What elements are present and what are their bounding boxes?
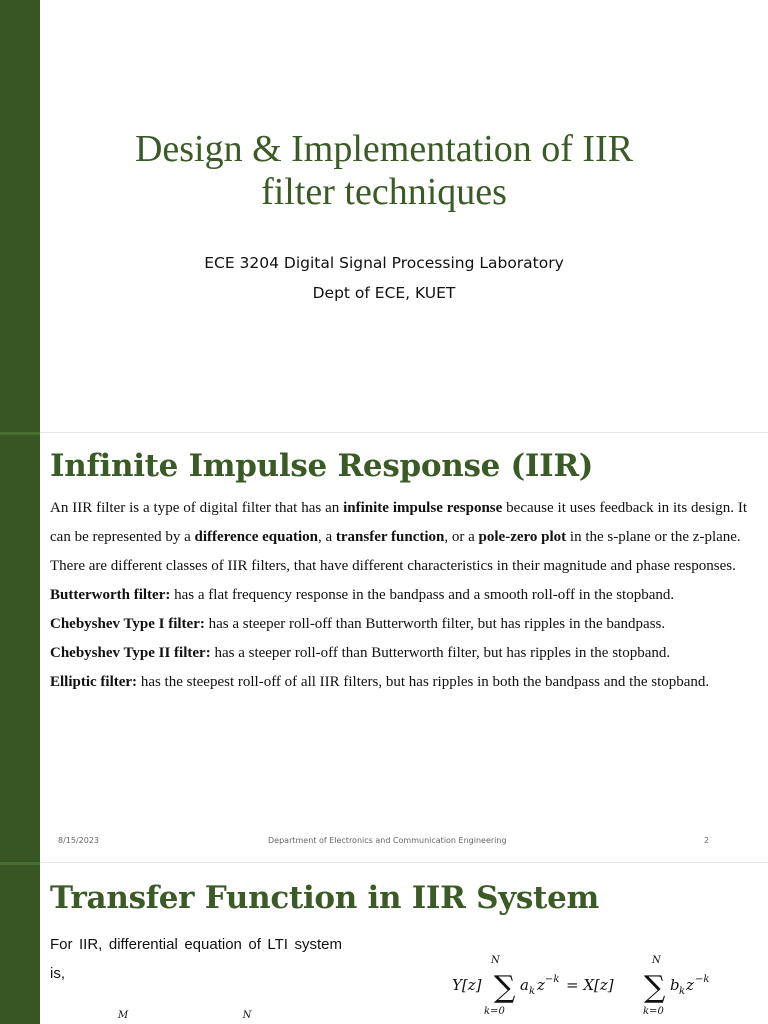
filter-desc: has a steeper roll-off than Butterworth filter, but has ripples in the stopband. <box>210 645 671 661</box>
slide-subtitle <box>40 248 728 308</box>
sum-upper-limit: N <box>491 955 500 966</box>
difference-equation <box>452 952 716 1016</box>
footer-department: Department of Electronics and Communication Engineering <box>268 836 507 845</box>
slide-title <box>40 0 768 432</box>
sum-upper-limit: N <box>652 955 661 966</box>
filter-item-elliptic <box>50 668 747 697</box>
slide-body-text: For IIR, differential equation of LTI system is, <box>50 936 342 982</box>
section-heading: Infinite Impulse Response (IIR) <box>50 448 594 484</box>
slide-transfer-function <box>40 864 768 1024</box>
equation-partial <box>118 1010 251 1021</box>
section-heading: Transfer Function in IIR System <box>50 880 599 916</box>
filter-name: Butterworth filter: <box>50 587 171 603</box>
coef-a: a <box>520 976 529 994</box>
coef-a-sub: k <box>529 986 536 997</box>
footer-page-number: 2 <box>704 836 710 845</box>
title-line-1: Design & Implementation of IIR <box>134 128 634 170</box>
text: , a <box>317 529 336 545</box>
text: An IIR filter is a type of digital filter that has an <box>50 500 344 516</box>
bar-seam <box>0 862 40 865</box>
sum-lower-limit: k=0 <box>484 1006 505 1016</box>
department-name: Dept of ECE, KUET <box>312 284 456 302</box>
filter-item-chebyshev-1 <box>50 610 747 639</box>
slide-separator <box>40 432 768 433</box>
paragraph-classes: There are different classes of IIR filters, that have different characteristics in their magnitude and phase responses. <box>50 558 736 574</box>
slide-separator <box>40 862 768 863</box>
bold-term: infinite impulse response <box>343 500 503 516</box>
paragraph-definition <box>50 494 747 552</box>
z-exponent: −k <box>695 974 710 985</box>
bar-seam <box>0 432 40 435</box>
title-line-2: filter techniques <box>261 171 507 213</box>
bold-term: transfer function <box>335 529 445 545</box>
footer-date: 8/15/2023 <box>58 836 100 845</box>
text: because it uses feedback in its design. It can be represented by a <box>50 500 747 545</box>
slide-title-heading <box>40 128 728 214</box>
partial-upper-n: N <box>242 1010 252 1021</box>
slide-body <box>50 494 747 697</box>
filter-item-butterworth <box>50 581 747 610</box>
sum-symbol: ∑ <box>644 970 666 1005</box>
filter-name: Elliptic filter: <box>50 674 138 690</box>
sum-lower-limit: k=0 <box>643 1006 664 1016</box>
eq-rhs: = X[z] <box>566 976 614 994</box>
bold-term: pole-zero plot <box>478 529 567 545</box>
filter-item-chebyshev-2 <box>50 639 747 668</box>
course-name: ECE 3204 Digital Signal Processing Laboratory <box>204 254 564 272</box>
filter-desc: has a flat frequency response in the bandpass and a smooth roll-off in the stopband. <box>170 587 675 603</box>
z-var: z <box>686 976 694 994</box>
partial-upper-m: M <box>118 1010 129 1021</box>
text: , or a <box>444 529 479 545</box>
text: in the s-plane or the z-plane. <box>566 529 741 545</box>
filter-name: Chebyshev Type I filter: <box>50 616 205 632</box>
coef-b: b <box>670 976 680 994</box>
left-accent-bar <box>0 0 40 1024</box>
coef-b-sub: k <box>679 986 686 997</box>
filter-name: Chebyshev Type II filter: <box>50 645 211 661</box>
z-exponent: −k <box>545 974 560 985</box>
filter-desc: has the steepest roll-off of all IIR filters, but has ripples in both the bandpass and the stopband. <box>137 674 710 690</box>
z-var: z <box>537 976 545 994</box>
eq-lhs: Y[z] <box>452 976 482 994</box>
slide-iir-overview <box>40 434 768 862</box>
filter-desc: has a steeper roll-off than Butterworth filter, but has ripples in the bandpass. <box>204 616 666 632</box>
bold-term: difference equation <box>194 529 318 545</box>
sum-symbol: ∑ <box>494 970 516 1005</box>
